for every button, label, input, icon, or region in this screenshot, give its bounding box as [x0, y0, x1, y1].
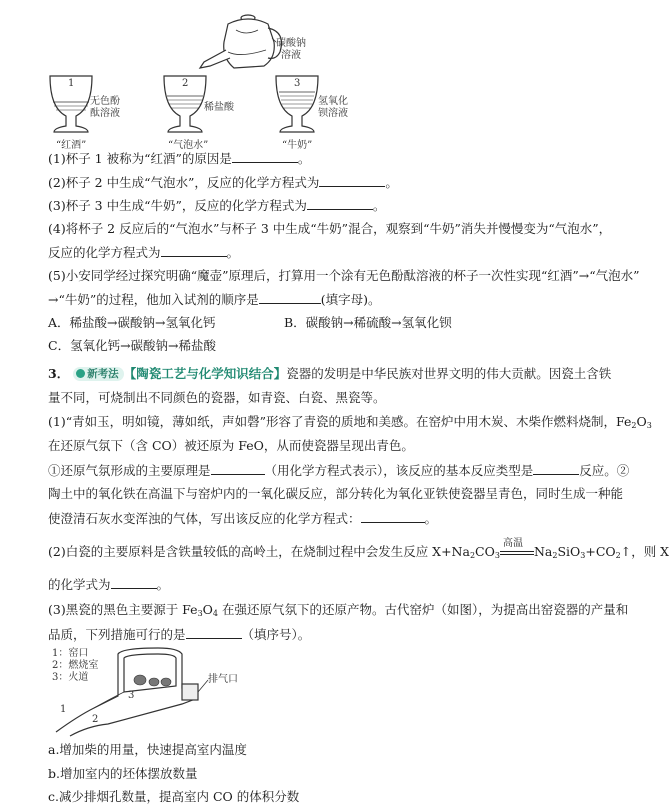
formula-part: O — [202, 602, 213, 617]
period: 。 — [156, 577, 170, 592]
question-2-text: (2)杯子 2 中生成“气泡水”，反应的化学方程式为 — [48, 175, 320, 190]
option-a: A．稀盐酸→碳酸钠→氢氧化钙 — [48, 315, 216, 330]
subscript: 3 — [494, 551, 500, 560]
answer-blank[interactable] — [307, 197, 373, 210]
question-4-text: 反应的化学方程式为 — [48, 245, 161, 260]
kettle-label-line: 溶液 — [281, 50, 301, 61]
cup-1-caption: “红酒” — [56, 140, 87, 151]
magic-kettle-figure — [40, 8, 370, 148]
subscript: 4 — [212, 609, 219, 618]
period: 。 — [424, 511, 438, 526]
question-1 — [48, 150, 310, 167]
part-2-text: 的化学式为 — [48, 577, 111, 592]
kiln-legend-item: 1：窑口 — [52, 648, 89, 659]
formula-part: CO — [475, 544, 495, 559]
cup-1-number: 1 — [68, 78, 75, 89]
part-2-text: (2)白瓷的主要原料是含铁量较低的高岭土，在烧制过程中会发生反应 X+Na — [48, 544, 470, 559]
question-5-line-2 — [48, 291, 381, 308]
answer-blank[interactable] — [161, 244, 227, 257]
answer-blank[interactable] — [186, 626, 242, 639]
cup-1-liquid-line: 无色酚 — [90, 96, 120, 107]
answer-blank[interactable] — [361, 510, 425, 523]
period: 。 — [385, 175, 398, 190]
question-3 — [48, 197, 385, 214]
cup-3-caption: “牛奶” — [282, 140, 313, 151]
part-2-text: ↑，则 X — [620, 544, 670, 559]
part-3-suffix: （填序号）。 — [241, 627, 311, 642]
part-1a-text: ①还原气氛形成的主要原理是 — [48, 463, 211, 478]
part-2-line-1 — [48, 538, 670, 560]
tag-icon — [76, 369, 85, 378]
part-1a-text: 反应。② — [579, 463, 630, 478]
part-1-text: (1)“青如玉，明如镜，薄如纸，声如磬”形容了青瓷的质地和美感。在窑炉中用木炭、木柴作燃料烧制，Fe — [48, 414, 632, 429]
formula-part: O — [636, 414, 647, 429]
cup-3-liquid-line: 氢氧化 — [318, 96, 348, 107]
question-5-text: →“牛奶”的过程，他加入试剂的顺序是 — [48, 292, 259, 307]
choice-b: b.增加室内的坯体摆放数量 — [48, 766, 198, 781]
part-3-text: 品质，下列措施可行的是 — [48, 627, 186, 642]
question-2 — [48, 174, 398, 191]
question-5-line-1: (5)小安同学经过探究明确“魔壶”原理后，打算用一个涂有无色酚酞溶液的杯子一次性实现“红酒”→“气泡水” — [48, 268, 640, 283]
part-3-line-1 — [48, 602, 628, 618]
part-3-line-2 — [48, 626, 310, 643]
option-c: C．氢氧化钙→碳酸钠→稀盐酸 — [48, 338, 217, 353]
question-4-line-1: (4)将杯子 2 反应后的“气泡水”与杯子 3 中生成“牛奶”混合，观察到“牛奶”消失并慢慢变为“气泡水”， — [48, 221, 612, 236]
option-b: B．碳酸钠→稀硫酸→氢氧化钡 — [284, 315, 452, 330]
section-3-intro-line-1 — [48, 366, 611, 382]
question-5-suffix: (填字母)。 — [320, 292, 381, 307]
topic-title: 【陶瓷工艺与化学知识结合】 — [123, 366, 287, 381]
answer-blank[interactable] — [259, 291, 321, 304]
formula-part: Na — [533, 544, 553, 559]
section-3-intro-line-2: 量不同，可烧制出不同颜色的瓷器，如青瓷、白瓷、黑瓷等。 — [48, 390, 386, 405]
answer-blank[interactable] — [111, 576, 157, 589]
pottery-icon — [134, 675, 171, 686]
subscript: 3 — [646, 421, 652, 430]
period: 。 — [226, 245, 240, 260]
part-1a-text: （用化学方程式表示），该反应的基本反应类型是 — [264, 463, 534, 478]
answer-blank[interactable] — [211, 462, 265, 475]
subscript: 3 — [580, 551, 586, 560]
question-number: 3． — [48, 366, 70, 381]
subscript: 2 — [615, 551, 621, 560]
part-1-line-1 — [48, 414, 652, 430]
new-method-tag — [73, 367, 124, 381]
answer-blank[interactable] — [319, 174, 385, 187]
cup-2-caption: “气泡水” — [168, 140, 209, 151]
period: 。 — [372, 198, 386, 213]
subscript: 2 — [552, 551, 558, 560]
kettle-label — [276, 38, 306, 62]
equals-bar — [500, 554, 534, 555]
kettle-label-line: 碳酸钠 — [276, 38, 306, 49]
kiln-number-2: 2 — [92, 714, 99, 725]
question-1-text: (1)杯子 1 被称为“红酒”的原因是 — [48, 151, 232, 166]
question-4-line-2 — [48, 244, 239, 261]
kiln-legend-item: 2：燃烧室 — [52, 660, 99, 671]
subscript: 2 — [469, 551, 476, 560]
subscript: 2 — [631, 421, 637, 430]
part-2-line-2 — [48, 576, 169, 593]
cup-3-number: 3 — [294, 78, 301, 89]
cup-2-liquid: 稀盐酸 — [204, 102, 234, 113]
question-3-text: (3)杯子 3 中生成“牛奶”，反应的化学方程式为 — [48, 198, 307, 213]
part-1a-text: 使澄清石灰水变浑浊的气体，写出该反应的化学方程式： — [48, 511, 361, 526]
kettle-icon — [200, 15, 282, 68]
kiln-number-1: 1 — [60, 704, 67, 715]
kiln-legend — [52, 648, 98, 684]
kiln-number-3: 3 — [128, 690, 135, 701]
choice-c: c.减少排烟孔数量，提高室内 CO 的体积分数 — [48, 789, 300, 804]
part-1a-line-1 — [48, 462, 629, 479]
cup-1-liquid-line: 酞溶液 — [90, 108, 120, 119]
cup-3-liquid-line: 钡溶液 — [318, 108, 348, 119]
answer-blank[interactable] — [533, 462, 579, 475]
answer-blank[interactable] — [232, 150, 298, 163]
part-3-text: (3)黑瓷的黑色主要源于 Fe — [48, 602, 198, 617]
part-1a-line-3 — [48, 510, 437, 527]
part-1a-line-2: 陶土中的氧化铁在高温下与窑炉内的一氧化碳反应，部分转化为氧化亚铁使瓷器呈青色，同时生成一种能 — [48, 486, 624, 501]
cup-1-liquid — [90, 96, 120, 120]
equals-bar — [500, 551, 534, 552]
formula-part: +CO — [585, 544, 616, 559]
subscript: 3 — [197, 609, 203, 618]
choice-a: a.增加柴的用量，快速提高室内温度 — [48, 742, 247, 757]
condition-label: 高温 — [502, 538, 523, 549]
intro-text: 瓷器的发明是中华民族对世界文明的伟大贡献。因瓷土含铁 — [286, 366, 612, 381]
part-3-text: 在强还原气氛下的还原产物。古代窑炉（如图），为提高出窑瓷器的产量和 — [218, 602, 629, 617]
cup-2-number: 2 — [182, 78, 189, 89]
period: 。 — [297, 151, 311, 166]
kiln-exhaust-label: 排气口 — [208, 674, 238, 685]
formula-part: SiO — [557, 544, 581, 559]
cup-3-liquid — [318, 96, 348, 120]
part-1-line-2: 在还原气氛下（含 CO）被还原为 FeO，从而使瓷器呈现出青色。 — [48, 438, 414, 453]
equation-condition — [500, 538, 534, 558]
tag-label: 新考法 — [87, 368, 119, 380]
kiln-legend-item: 3：火道 — [52, 672, 89, 683]
